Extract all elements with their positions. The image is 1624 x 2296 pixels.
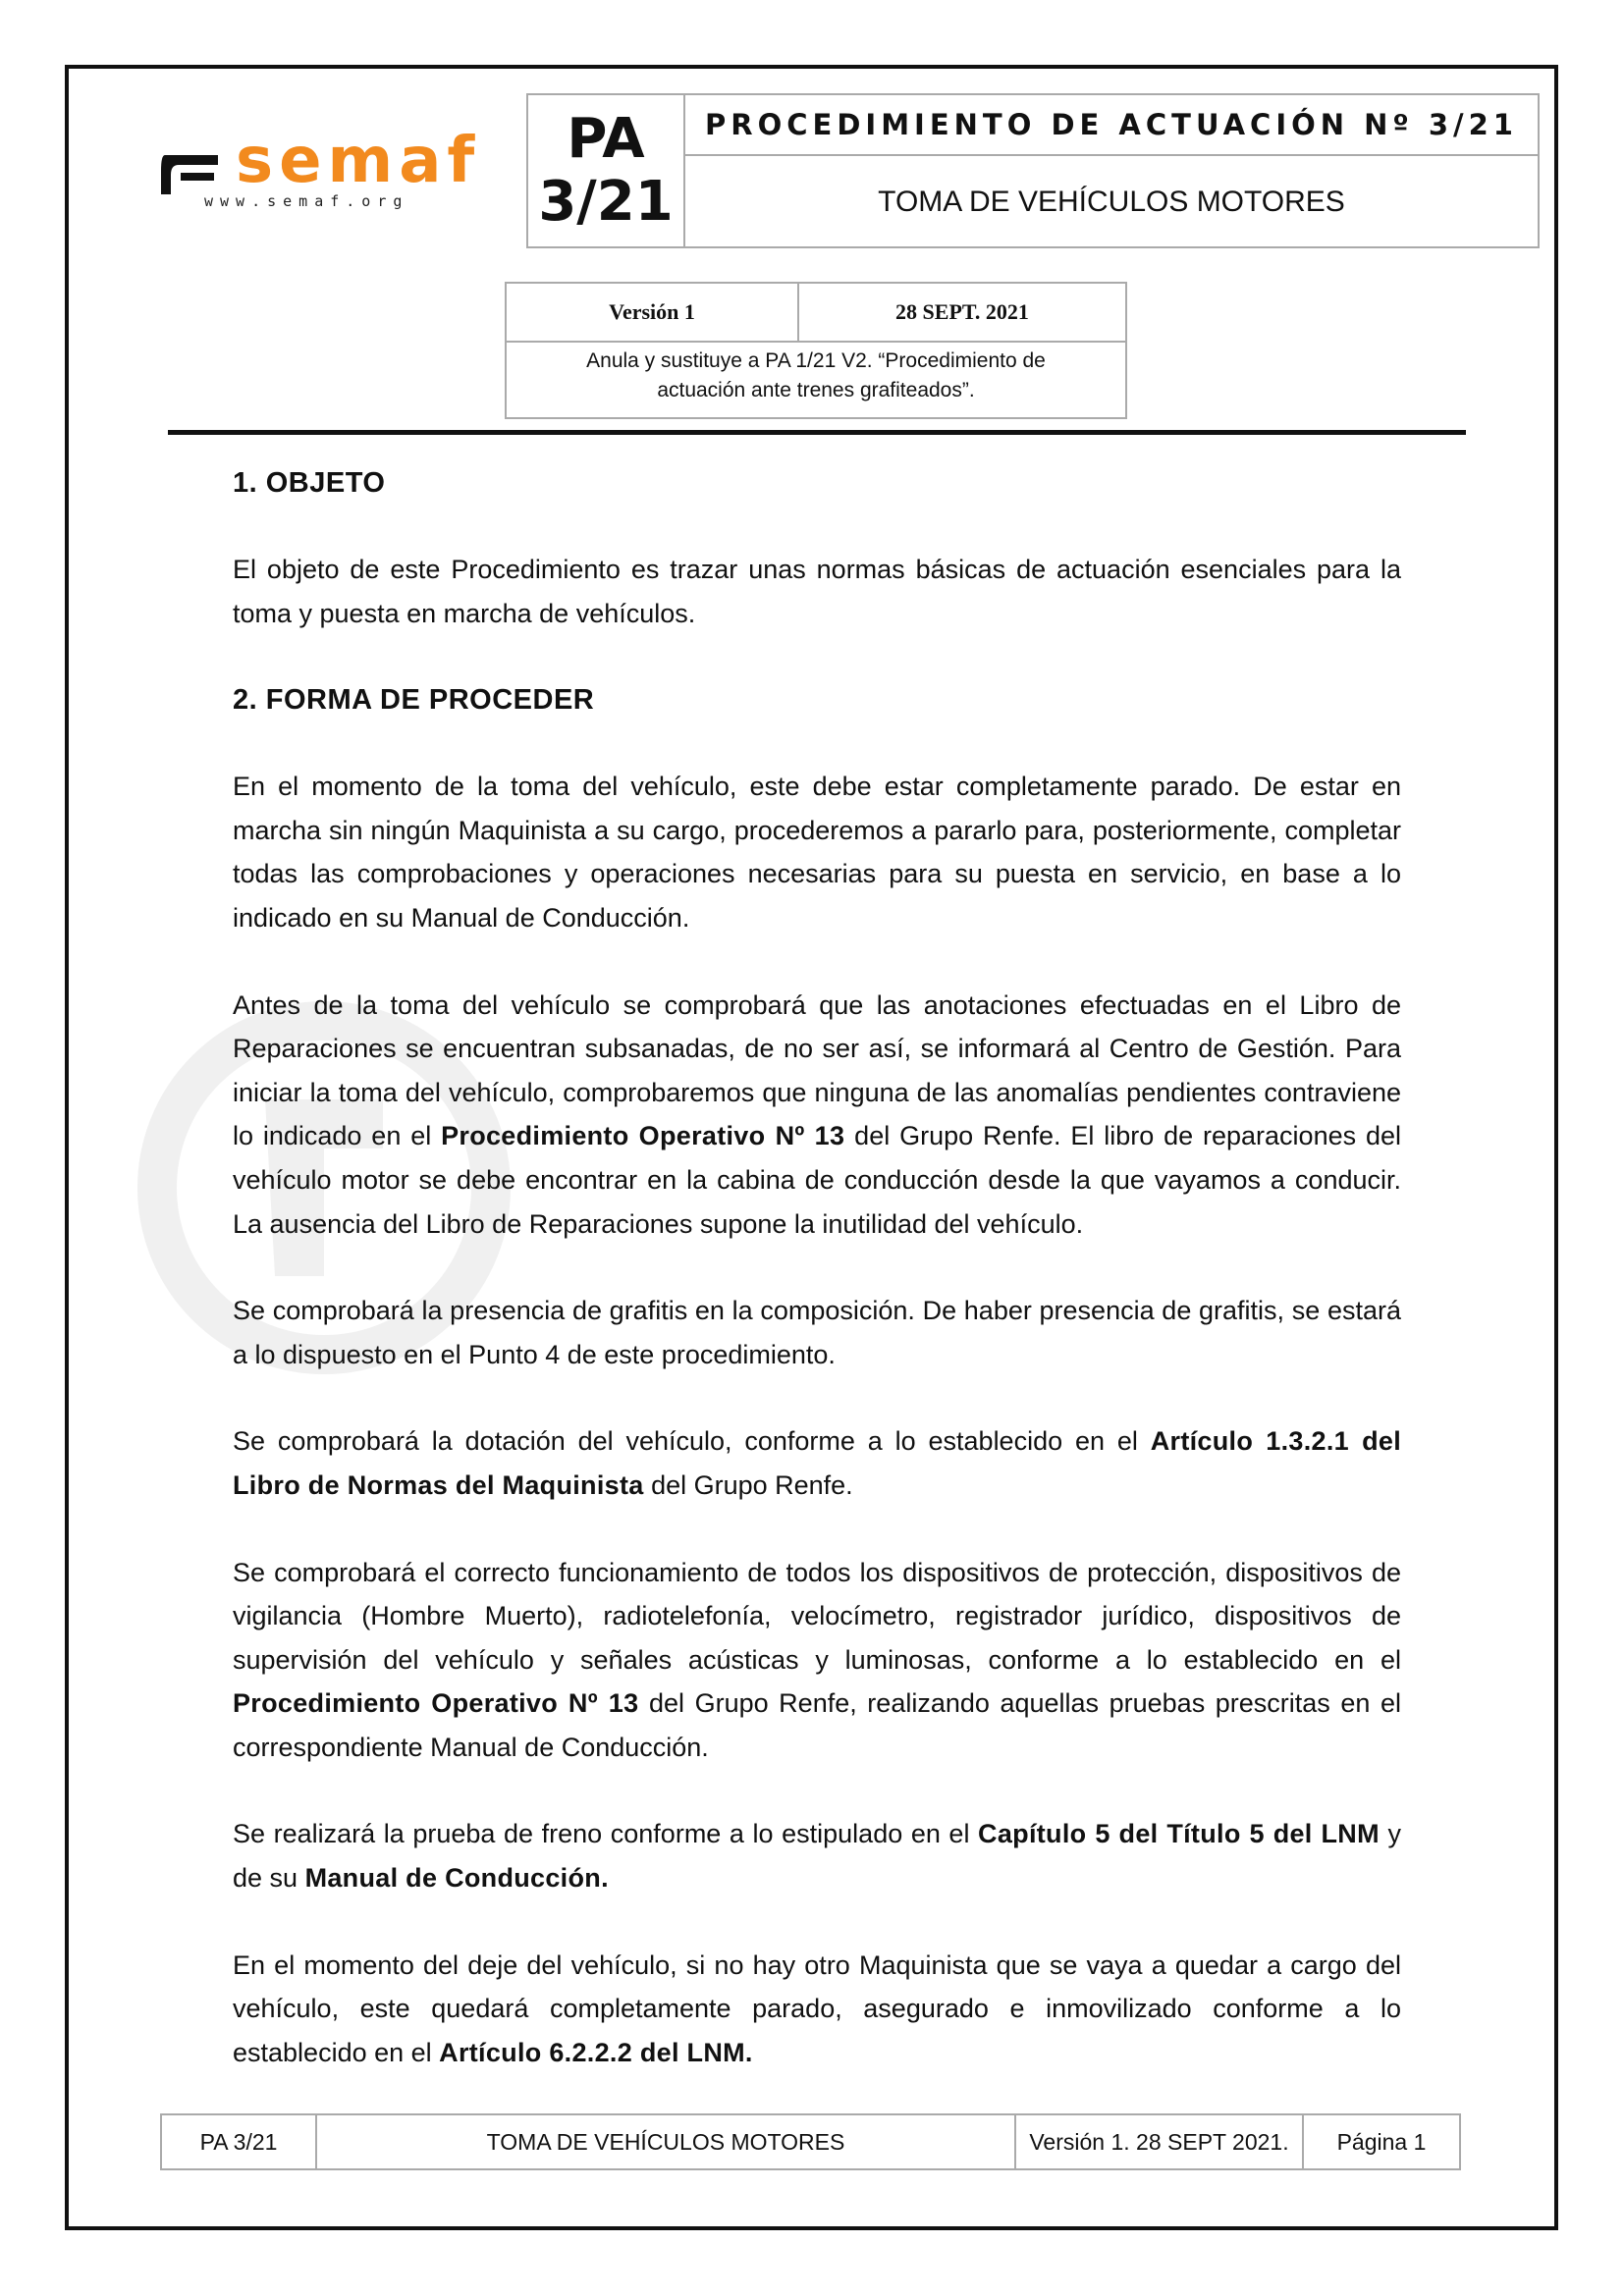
logo-url: www.semaf.org [204,192,409,210]
semaf-logo [157,125,520,216]
document-subtitle: TOMA DE VEHÍCULOS MOTORES [878,186,1345,218]
page-footer [160,2113,1461,2170]
document-title-box [685,93,1540,248]
section-heading-objeto: 1. OBJETO [233,467,386,499]
code-line-2: 3/21 [538,170,674,234]
version-note: Anula y sustituye a PA 1/21 V2. “Procedimiento de actuación ante trenes grafiteados”. [586,349,1046,401]
version-label: Versión 1 [507,284,799,341]
paragraph-deje: En el momento del deje del vehículo, si no hay otro Maquinista que se vaya a quedar a cargo del vehículo, este quedará completamente parado, asegurado e inmovilizado conforme a lo establecido en el Artículo 6.2.2.2 del LNM. [233,1949,1401,2067]
header-divider [168,430,1466,435]
version-date: 28 SEPT. 2021 [895,299,1029,324]
logo-word: semaf [236,125,481,197]
paragraph-objeto: El objeto de este Procedimiento es trazar unas normas básicas de actuación esenciales para la toma y puesta en marcha de vehículos. [233,555,1401,628]
document-body [233,461,1401,2074]
paragraph-prueba-freno: Se realizará la prueba de freno conforme a lo estipulado en el Capítulo 5 del Título 5 del LNM y de su Manual de Conducción. [233,1819,1401,1894]
document-title: PROCEDIMIENTO DE ACTUACIÓN Nº 3/21 [685,95,1538,156]
code-line-1: PA [567,106,645,171]
footer-version: Versión 1. 28 SEPT 2021. [1016,2115,1304,2168]
version-box [505,282,1127,419]
footer-code: PA 3/21 [162,2115,317,2168]
paragraph-dispositivos: Se comprobará el correcto funcionamiento de todos los dispositivos de protección, dispositivos de vigilancia (Hombre Muerto), radiotelefonía, velocímetro, registrador jurídico, dispositivos de supervisión del vehículo y señales acústicas y luminosas, conforme a lo establecido en el Procedimiento Operativo Nº 13 del Grupo Renfe, realizando aquellas pruebas prescritas en el correspondiente Manual de Conducción. [233,1557,1401,1762]
footer-title: TOMA DE VEHÍCULOS MOTORES [317,2115,1016,2168]
paragraph-grafitis: Se comprobará la presencia de grafitis en la composición. De haber presencia de grafitis, se estará a lo dispuesto en el Punto 4 de este procedimiento. [233,1296,1401,1369]
footer-page-number: Página 1 [1336,2128,1427,2155]
section-heading-forma-de-proceder: 2. FORMA DE PROCEDER [233,684,595,717]
paragraph-dotacion: Se comprobará la dotación del vehículo, conforme a lo establecido en el Artículo 1.3.2.1 del Libro de Normas del Maquinista del Grupo Renfe. [233,1426,1401,1500]
document-code-box [526,93,685,248]
paragraph-toma: En el momento de la toma del vehículo, este debe estar completamente parado. De estar en marcha sin ningún Maquinista a su cargo, procederemos a pararlo para, posteriormente, completar todas las comprobaciones y operaciones necesarias para su puesta en servicio, en base a lo indicado en su Manual de Conducción. [233,772,1401,933]
paragraph-libro-reparaciones: Antes de la toma del vehículo se comprobará que las anotaciones efectuadas en el Libro de Reparaciones se encuentran subsanadas, de no ser así, se informará al Centro de Gestión. Para iniciar la toma del vehículo, comprobaremos que ninguna de las anomalías pendientes contraviene lo indicado en el Procedimiento Operativo Nº 13 del Grupo Renfe. El libro de reparaciones del vehículo motor se debe encontrar en la cabina de conducción desde la que vayamos a conducir. La ausencia del Libro de Reparaciones supone la inutilidad del vehículo. [233,989,1401,1239]
